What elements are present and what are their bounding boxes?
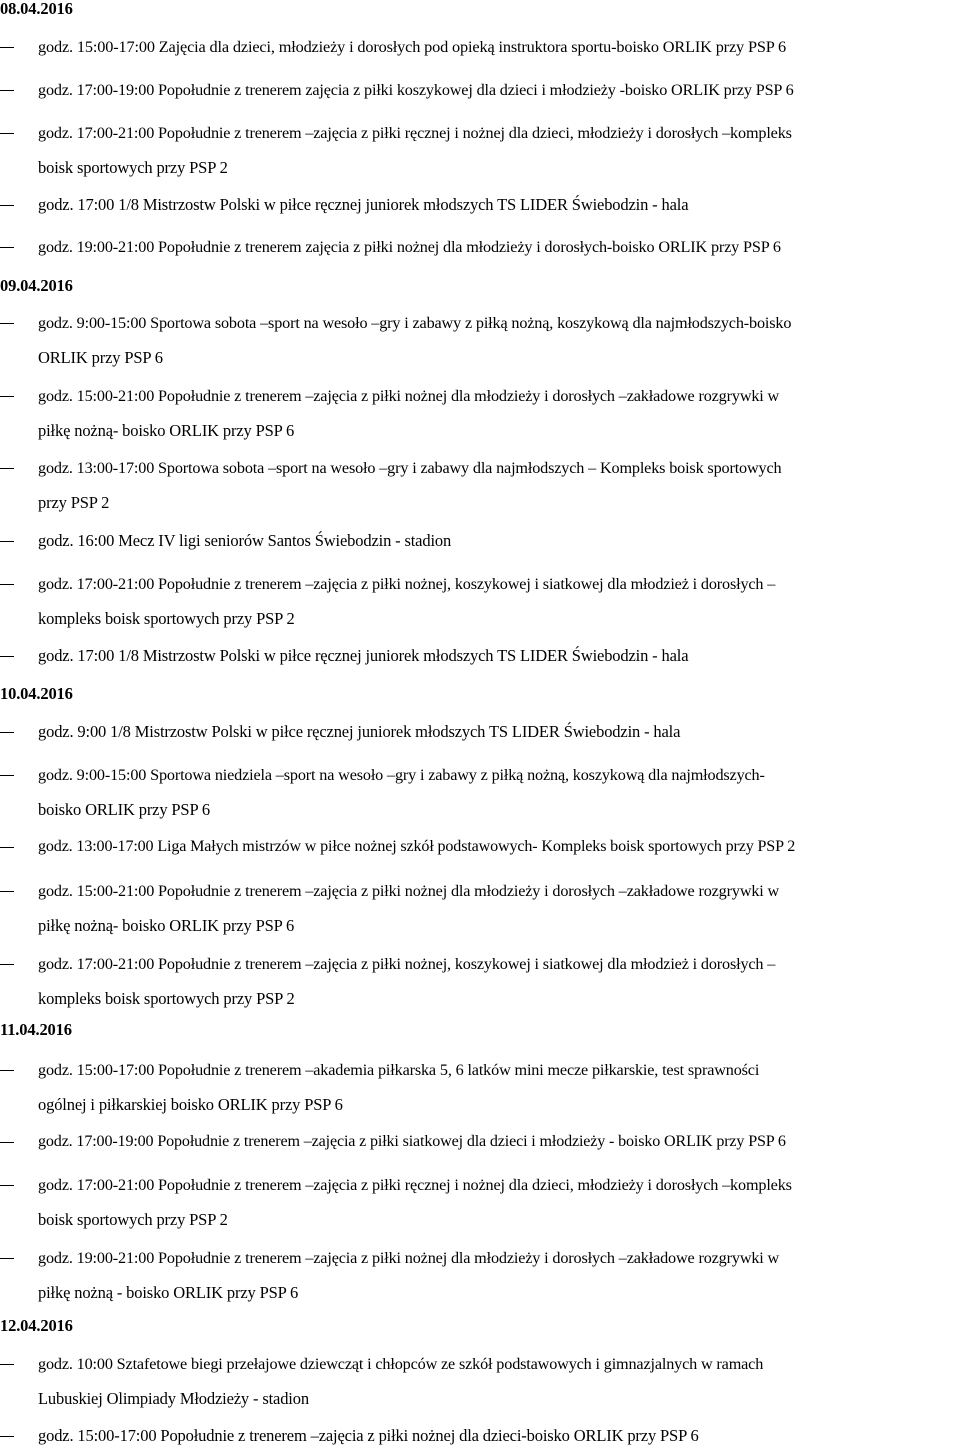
entry-line: boisk sportowych przy PSP 2 [38,158,228,177]
dash-bullet-icon [0,468,14,469]
dash-bullet-icon [0,133,14,134]
entry-line: przy PSP 2 [38,493,110,512]
dash-bullet-icon [0,541,14,542]
entry-line: godz. 17:00 1/8 Mistrzostw Polski w piłce ręcznej juniorek młodszych TS LIDER Świebodzin - hala [38,646,689,665]
entry-line: godz. 13:00-17:00 Sportowa sobota –sport na wesoło –gry i zabawy dla najmłodszych – Kompleks boisk sportowych [38,459,782,477]
entry-line: godz. 17:00-19:00 Popołudnie z trenerem –zajęcia z piłki siatkowej dla dzieci i młodzieży - boisko ORLIK przy PSP 6 [38,1133,786,1150]
entry-line: piłkę nożną - boisko ORLIK przy PSP 6 [38,1283,299,1302]
entry-line: ogólnej i piłkarskiej boisko ORLIK przy PSP 6 [38,1095,343,1114]
entry-line: godz. 13:00-17:00 Liga Małych mistrzów w piłce nożnej szkół podstawowych- Kompleks boisk sportowych przy PSP 2 [38,838,796,855]
date-heading: 11.04.2016 [0,1020,72,1039]
dash-bullet-icon [0,205,14,206]
entry-line: ORLIK przy PSP 6 [38,348,163,367]
dash-bullet-icon [0,732,14,733]
dash-bullet-icon [0,90,14,91]
entry-line: godz. 19:00-21:00 Popołudnie z trenerem zajęcia z piłki nożnej dla młodzieży i dorosłych-boisko ORLIK przy PSP 6 [38,238,781,256]
entry-line: godz. 15:00-17:00 Zajęcia dla dzieci, młodzieży i dorosłych pod opieką instruktora sportu-boisko ORLIK przy PSP 6 [38,37,786,56]
date-heading: 08.04.2016 [0,0,73,18]
entry-line: Lubuskiej Olimpiady Młodzieży - stadion [38,1389,309,1408]
entry-line: kompleks boisk sportowych przy PSP 2 [38,989,295,1008]
dash-bullet-icon [0,847,14,848]
date-heading: 12.04.2016 [0,1316,73,1335]
date-heading: 10.04.2016 [0,684,73,703]
dash-bullet-icon [0,891,14,892]
dash-bullet-icon [0,47,14,48]
entry-line: godz. 17:00-21:00 Popołudnie z trenerem –zajęcia z piłki nożnej, koszykowej i siatkowej dla młodzież i dorosłych – [38,955,776,973]
dash-bullet-icon [0,1436,14,1437]
dash-bullet-icon [0,1185,14,1186]
entry-line: godz. 10:00 Sztafetowe biegi przełajowe dziewcząt i chłopców ze szkół podstawowych i gimnazjalnych w ramach [38,1355,764,1373]
dash-bullet-icon [0,1258,14,1259]
dash-bullet-icon [0,247,14,248]
dash-bullet-icon [0,1142,14,1143]
entry-line: kompleks boisk sportowych przy PSP 2 [38,609,295,628]
dash-bullet-icon [0,1364,14,1365]
entry-line: godz. 17:00-21:00 Popołudnie z trenerem –zajęcia z piłki ręcznej i nożnej dla dzieci, młodzieży i dorosłych –kompleks [38,124,792,142]
entry-line: godz. 15:00-17:00 Popołudnie z trenerem –zajęcia z piłki nożnej dla dzieci-boisko ORLIK przy PSP 6 [38,1426,699,1445]
entry-line: boisk sportowych przy PSP 2 [38,1210,228,1229]
entry-line: godz. 17:00-19:00 Popołudnie z trenerem zajęcia z piłki koszykowej dla dzieci i młodzieży -boisko ORLIK przy PSP 6 [38,81,794,99]
entry-line: godz. 15:00-21:00 Popołudnie z trenerem –zajęcia z piłki nożnej dla młodzieży i dorosłych –zakładowe rozgrywki w [38,387,780,405]
entry-line: godz. 9:00 1/8 Mistrzostw Polski w piłce ręcznej juniorek młodszych TS LIDER Świebodzin - hala [38,722,681,741]
dash-bullet-icon [0,323,14,324]
entry-line: godz. 9:00-15:00 Sportowa niedziela –sport na wesoło –gry i zabawy z piłką nożną, koszykową dla najmłodszych- [38,766,765,784]
entry-line: piłkę nożną- boisko ORLIK przy PSP 6 [38,916,295,935]
entry-line: godz. 15:00-21:00 Popołudnie z trenerem –zajęcia z piłki nożnej dla młodzieży i dorosłych –zakładowe rozgrywki w [38,882,780,900]
date-heading: 09.04.2016 [0,276,73,295]
entry-line: godz. 17:00-21:00 Popołudnie z trenerem –zajęcia z piłki nożnej, koszykowej i siatkowej dla młodzież i dorosłych – [38,575,776,593]
dash-bullet-icon [0,656,14,657]
dash-bullet-icon [0,584,14,585]
entry-line: piłkę nożną- boisko ORLIK przy PSP 6 [38,421,295,440]
entry-line: godz. 17:00 1/8 Mistrzostw Polski w piłce ręcznej juniorek młodszych TS LIDER Świebodzin - hala [38,195,689,214]
entry-line: boisko ORLIK przy PSP 6 [38,800,210,819]
entry-line: godz. 15:00-17:00 Popołudnie z trenerem –akademia piłkarska 5, 6 latków mini mecze piłkarskie, test sprawności [38,1061,760,1079]
dash-bullet-icon [0,964,14,965]
entry-line: godz. 19:00-21:00 Popołudnie z trenerem –zajęcia z piłki nożnej dla młodzieży i dorosłych –zakładowe rozgrywki w [38,1249,780,1267]
dash-bullet-icon [0,1070,14,1071]
entry-line: godz. 9:00-15:00 Sportowa sobota –sport na wesoło –gry i zabawy z piłką nożną, koszykową dla najmłodszych-boisko [38,314,792,332]
entry-line: godz. 16:00 Mecz IV ligi seniorów Santos Świebodzin - stadion [38,531,452,550]
entry-line: godz. 17:00-21:00 Popołudnie z trenerem –zajęcia z piłki ręcznej i nożnej dla dzieci, młodzieży i dorosłych –kompleks [38,1176,792,1194]
dash-bullet-icon [0,775,14,776]
dash-bullet-icon [0,396,14,397]
